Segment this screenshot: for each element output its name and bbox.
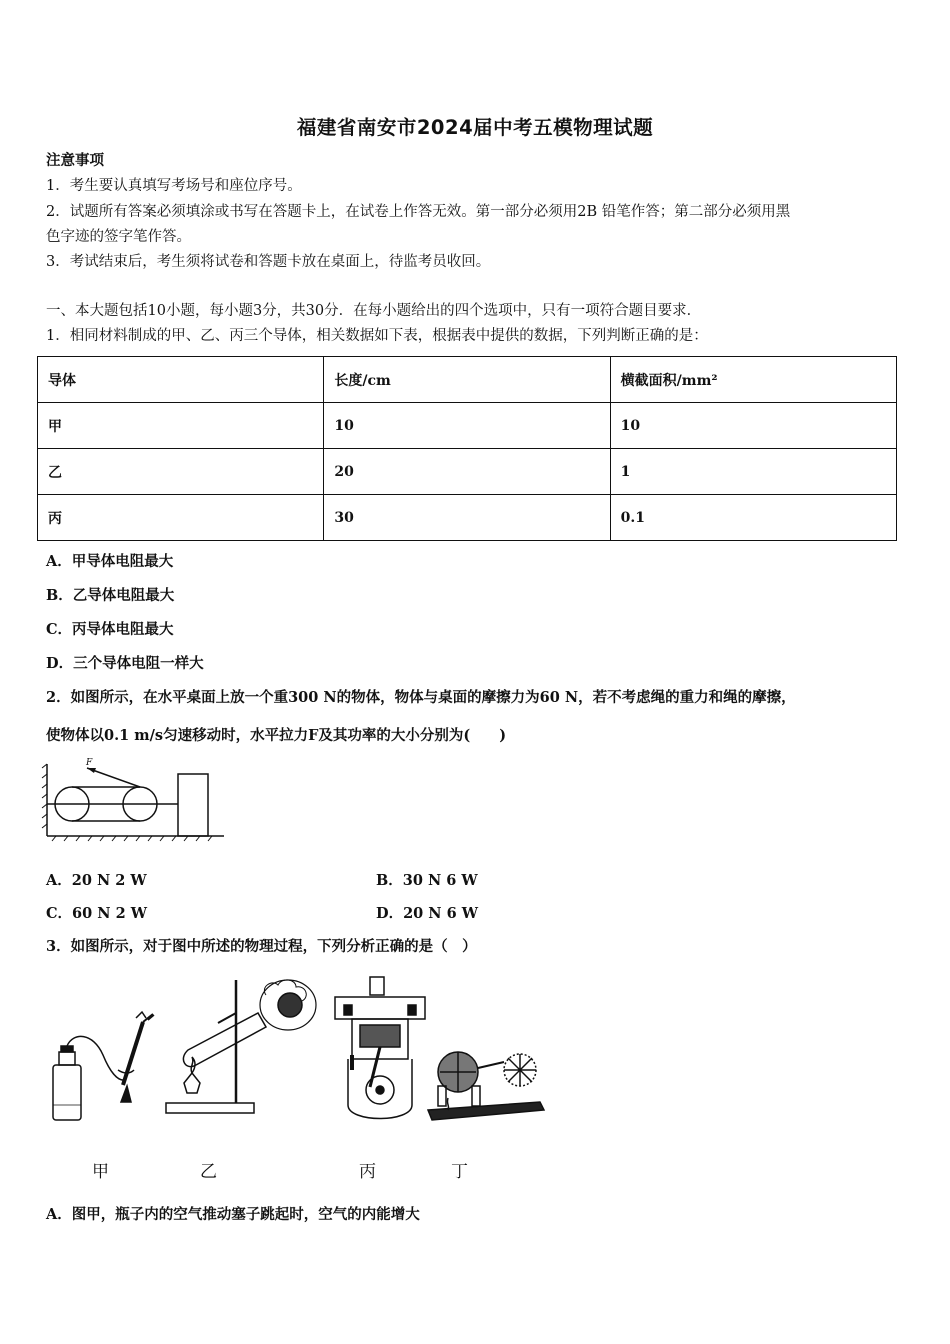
notice-item: 2．试题所有答案必须填涂或书写在答题卡上，在试卷上作答无效。第一部分必须用2B 铅笔作答；第二部分必须用黑 bbox=[46, 204, 791, 220]
question-2-stem-line2: 使物体以0.1 m/s匀速移动时，水平拉力F及其功率的大小分别为( ) bbox=[46, 727, 507, 744]
figure-label-yi: 乙 bbox=[200, 1162, 217, 1182]
table-cell: 20 bbox=[324, 449, 610, 495]
question-2-stem-line1: 2．如图所示，在水平桌面上放一个重300 N的物体，物体与桌面的摩擦力为60 N，若不考虑绳的重力和绳的摩擦， bbox=[46, 689, 796, 706]
q1-option-a: A．甲导体电阻最大 bbox=[46, 553, 174, 570]
notice-item: 色字迹的签字笔作答。 bbox=[46, 229, 191, 245]
section-heading: 一、本大题包括10小题，每小题3分，共30分．在每小题给出的四个选项中，只有一项符合题目要求． bbox=[46, 303, 702, 319]
table-row bbox=[38, 403, 897, 449]
figure-label-bing: 丙 bbox=[359, 1162, 376, 1182]
table-header-cell: 导体 bbox=[38, 357, 324, 403]
pulley-diagram bbox=[42, 756, 227, 841]
q3-option-a: A．图甲，瓶子内的空气推动塞子跳起时，空气的内能增大 bbox=[46, 1206, 420, 1223]
figure-steam-turbine bbox=[428, 1040, 546, 1125]
table-header-row bbox=[38, 357, 897, 403]
figure-engine bbox=[330, 975, 430, 1125]
figure-label-ding: 丁 bbox=[451, 1162, 468, 1182]
table-cell: 0.1 bbox=[610, 495, 896, 541]
force-label: F bbox=[86, 758, 93, 768]
table-header-cell: 长度/cm bbox=[324, 357, 610, 403]
figure-test-tube bbox=[158, 975, 323, 1120]
table-header-cell: 横截面积/mm² bbox=[610, 357, 896, 403]
figure-label-jia: 甲 bbox=[92, 1162, 109, 1182]
table-cell: 1 bbox=[610, 449, 896, 495]
table-cell: 10 bbox=[324, 403, 610, 449]
q1-option-c: C．丙导体电阻最大 bbox=[46, 621, 174, 638]
table-cell: 10 bbox=[610, 403, 896, 449]
q2-option-c: C．60 N 2 W bbox=[46, 905, 147, 922]
table-cell: 丙 bbox=[38, 495, 324, 541]
table-row bbox=[38, 495, 897, 541]
figure-bottle-pump bbox=[48, 1010, 163, 1125]
table-cell: 乙 bbox=[38, 449, 324, 495]
q2-option-a: A．20 N 2 W bbox=[46, 872, 147, 889]
notice-heading: 注意事项 bbox=[46, 152, 104, 169]
conductor-table bbox=[37, 356, 897, 541]
q2-option-d: D．20 N 6 W bbox=[376, 905, 479, 922]
table-row bbox=[38, 449, 897, 495]
table-cell: 甲 bbox=[38, 403, 324, 449]
question-1-stem: 1．相同材料制成的甲、乙、丙三个导体，相关数据如下表，根据表中提供的数据，下列判断正确的是： bbox=[46, 328, 708, 344]
page-title: 福建省南安市2024届中考五模物理试题 bbox=[296, 116, 654, 139]
table-cell: 30 bbox=[324, 495, 610, 541]
q2-option-b: B．30 N 6 W bbox=[376, 872, 478, 889]
notice-item: 1．考生要认真填写考场号和座位序号。 bbox=[46, 178, 302, 194]
question-3-stem: 3．如图所示，对于图中所述的物理过程，下列分析正确的是（ ） bbox=[46, 938, 477, 955]
q1-option-b: B．乙导体电阻最大 bbox=[46, 587, 175, 604]
q1-option-d: D．三个导体电阻一样大 bbox=[46, 655, 204, 672]
notice-item: 3．考试结束后，考生须将试卷和答题卡放在桌面上，待监考员收回。 bbox=[46, 254, 491, 270]
